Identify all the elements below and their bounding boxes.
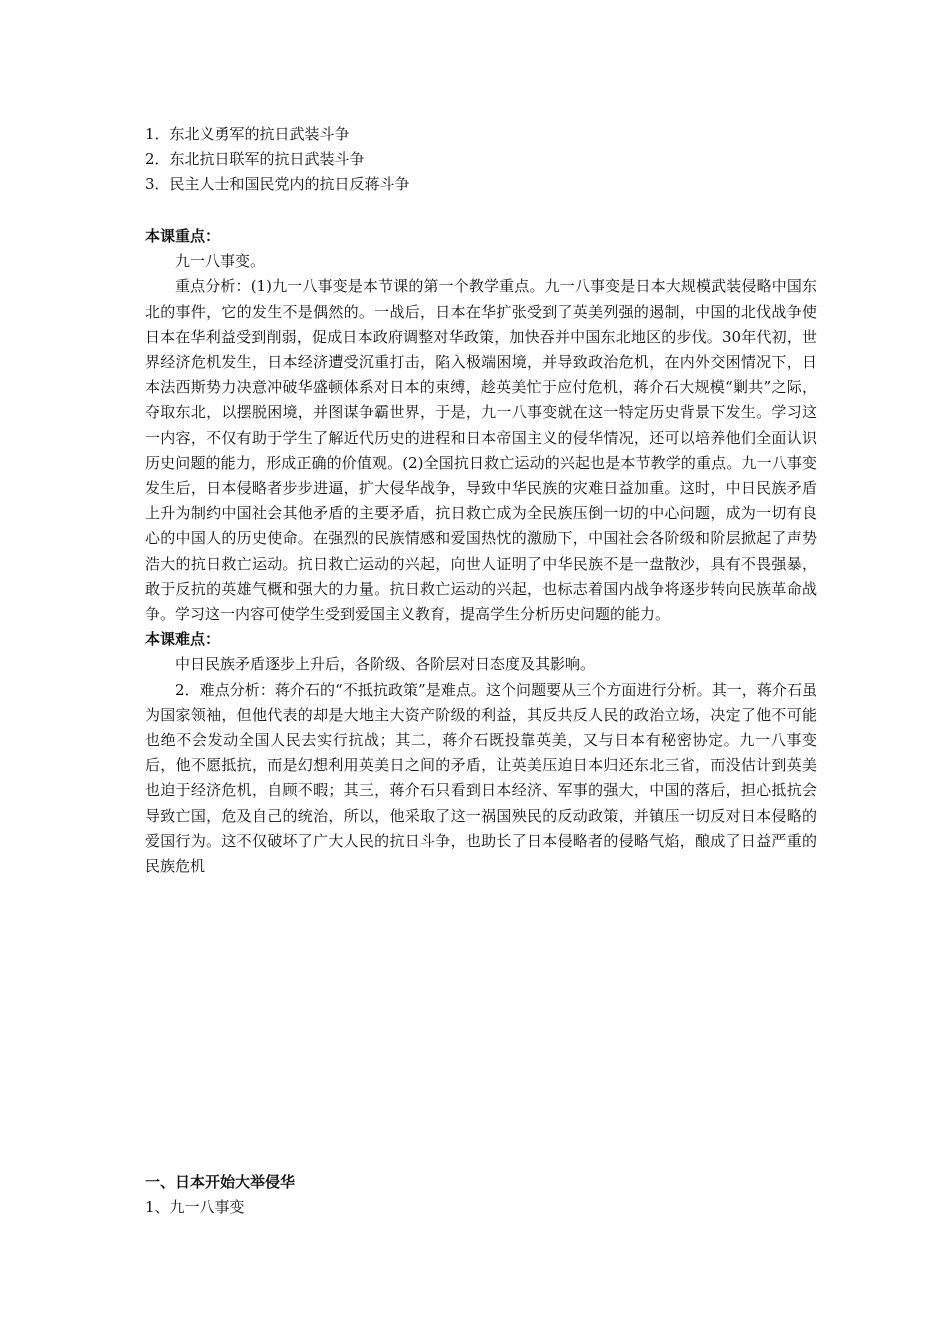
section-heading: 一、日本开始大举侵华 (145, 1173, 296, 1191)
outline-item: 1．东北义勇军的抗日武装斗争 (145, 125, 350, 143)
key-points-heading: 本课重点： (145, 227, 221, 245)
difficulties-topic: 中日民族矛盾逐步上升后，各阶级、各阶层对日态度及其影响。 (175, 655, 596, 674)
difficulties-analysis: 2．难点分析：蒋介石的“不抵抗政策”是难点。这个问题要从三个方面进行分析。其一，蒋介石虽为国家领袖，但他代表的却是大地主大资产阶级的利益，其反共反人民的政治立场，决定了他不可能也绝不会发动全国人民去实行抗战；其二，蒋介石既投靠英美，又与日本有秘密协定。九一八事变后，他不愿抵抗，而是幻想利用英美日之间的矛盾，让英美压迫日本归还东北三省，而没估计到英美也迫于经济危机，自顾不暇；其三，蒋介石只看到日本经济、军事的强大，中国的落后，担心抵抗会导致亡国，危及自己的统治，所以，他采取了这一祸国殃民的反动政策，并镇压一切反对日本侵略的爱国行为。这不仅破坏了广大人民的抗日斗争，也助长了日本侵略者的侵略气焰，酿成了日益严重的民族危机 (145, 680, 817, 876)
outline-list (145, 122, 817, 198)
key-points-topic: 九一八事变。 (175, 252, 266, 271)
next-section (145, 1170, 817, 1220)
key-points-analysis: 重点分析：(1)九一八事变是本节课的第一个教学重点。九一八事变是日本大规模武装侵略中国东北的事件，它的发生不是偶然的。一战后，日本在华扩张受到了英美列强的遏制，中国的北伐战争使日本在华利益受到削弱，促成日本政府调整对华政策，加快吞并中国东北地区的步伐。30年代初，世界经济危机发生，日本经济遭受沉重打击，陷入极端困境，并导致政治危机，在内外交困情况下，日本法西斯势力决意冲破华盛顿体系对日本的束缚，趁英美忙于应付危机，蒋介石大规模“剿共”之际，夺取东北，以摆脱困境，并图谋争霸世界，于是，九一八事变就在这一特定历史背景下发生。学习这一内容，不仅有助于学生了解近代历史的进程和日本帝国主义的侵华情况，还可以培养他们全面认识历史问题的能力，形成正确的价值观。(2)全国抗日救亡运动的兴起也是本节教学的重点。九一八事变发生后，日本侵略者步步进逼，扩大侵华战争，导致中华民族的灾难日益加重。这时，中日民族矛盾上升为制约中国社会其他矛盾的主要矛盾，抗日救亡成为全民族压倒一切的中心问题，成为一切有良心的中国人的历史使命。在强烈的民族情感和爱国热忱的激励下，中国社会各阶级和阶层掀起了声势浩大的抗日救亡运动。抗日救亡运动的兴起，向世人证明了中华民族不是一盘散沙，具有不畏强暴，敢于反抗的英雄气概和强大的力量。抗日救亡运动的兴起，也标志着国内战争将逐步转向民族革命战争。学习这一内容可使学生受到爱国主义教育，提高学生分析历史问题的能力。 (145, 277, 817, 624)
outline-item: 3．民主人士和国民党内的抗日反蒋斗争 (145, 175, 410, 194)
outline-item: 2．东北抗日联军的抗日武装斗争 (145, 150, 365, 169)
lesson-analysis (145, 224, 817, 879)
section-subheading: 1、九一八事变 (145, 1198, 245, 1217)
difficulties-heading: 本课难点： (145, 630, 221, 649)
